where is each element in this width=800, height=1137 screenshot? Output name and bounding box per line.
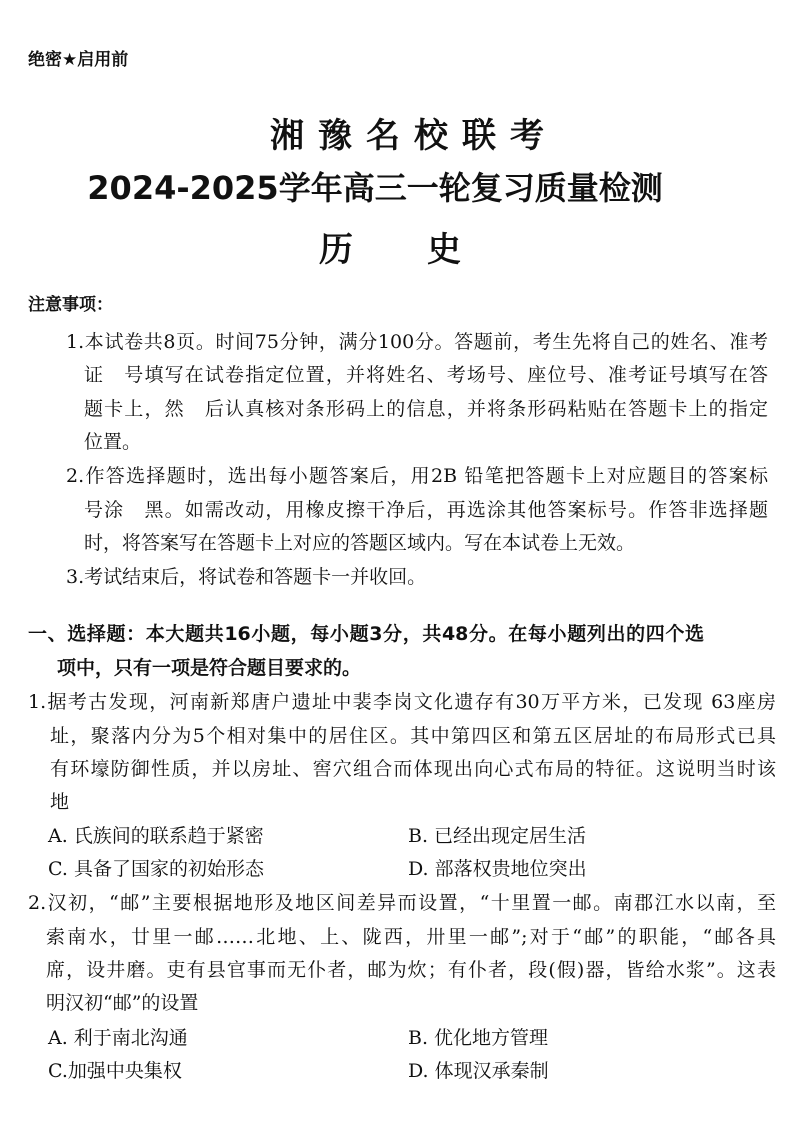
answer-option[interactable]: A. 氏族间的联系趋于紧密 [48, 825, 264, 847]
answer-option[interactable]: D. 部落权贵地位突出 [408, 858, 587, 880]
section-heading-cont: 项中，只有一项是符合题目要求的。 [57, 657, 362, 679]
question-stem-cont: 席，设井磨。吏有县官事而无仆者，邮为炊；有仆者，段(假)器，皆给水浆”。这表 [46, 959, 776, 981]
question-stem-cont: 有环壕防御性质，并以房址、窖穴组合而体现出向心式布局的特征。这说明当时该 [50, 758, 776, 780]
answer-option[interactable]: B. 已经出现定居生活 [408, 825, 587, 847]
notice-item-cont: 时，将答案写在答题卡上对应的答题区域内。写在本试卷上无效。 [84, 532, 636, 554]
subject-title: 历 史 [319, 230, 481, 270]
notice-item-cont: 号涂 黑。如需改动，用橡皮擦干净后，再选涂其他答案标号。作答非选择题 [84, 499, 768, 521]
exam-subtitle: 2024-2025学年高三一轮复习质量检测 [87, 169, 663, 207]
notice-item: 3.考试结束后，将试卷和答题卡一并收回。 [66, 566, 427, 588]
notice-item-cont: 证 号填写在试卷指定位置，并将姓名、考场号、座位号、准考证号填写在答 [84, 364, 768, 386]
question-stem-cont: 索南水，廿里一邮……北地、上、陇西，卅里一邮”;对于“邮”的职能，“邮各具 [46, 926, 776, 948]
question-stem-cont: 明汉初“邮”的设置 [46, 992, 199, 1014]
question-stem-cont: 地 [50, 791, 70, 813]
notice-item: 1.本试卷共8页。时间75分钟，满分100分。答题前，考生先将自己的姓名、准考 [66, 331, 768, 353]
answer-option[interactable]: D. 体现汉承秦制 [408, 1060, 549, 1082]
answer-option[interactable]: C.加强中央集权 [48, 1060, 182, 1082]
notice-item-cont: 题卡上，然 后认真核对条形码上的信息，并将条形码粘贴在答题卡上的指定 [84, 398, 768, 420]
question-stem: 1.据考古发现，河南新郑唐户遗址中裴李岗文化遗存有30万平方米，已发现 63座房 [28, 691, 776, 713]
confidential-label: 绝密★启用前 [28, 50, 129, 70]
answer-option[interactable]: C. 具备了国家的初始形态 [48, 858, 264, 880]
exam-title: 湘豫名校联考 [270, 116, 558, 156]
answer-option[interactable]: B. 优化地方管理 [408, 1027, 549, 1049]
question-stem: 2.汉初，“邮”主要根据地形及地区间差异而设置，“十里置一邮。南郡江水以南，至 [28, 892, 776, 914]
question-stem-cont: 址，聚落内分为5个相对集中的居住区。其中第四区和第五区居址的布局形式已具 [50, 725, 776, 747]
answer-option[interactable]: A. 利于南北沟通 [48, 1027, 188, 1049]
notice-heading: 注意事项： [28, 295, 113, 315]
section-heading: 一、选择题：本大题共16小题，每小题3分，共48分。在每小题列出的四个选 [28, 623, 704, 645]
notice-item-cont: 位置。 [84, 431, 142, 453]
notice-item: 2.作答选择题时，选出每小题答案后，用2B 铅笔把答题卡上对应题目的答案标 [66, 465, 768, 487]
